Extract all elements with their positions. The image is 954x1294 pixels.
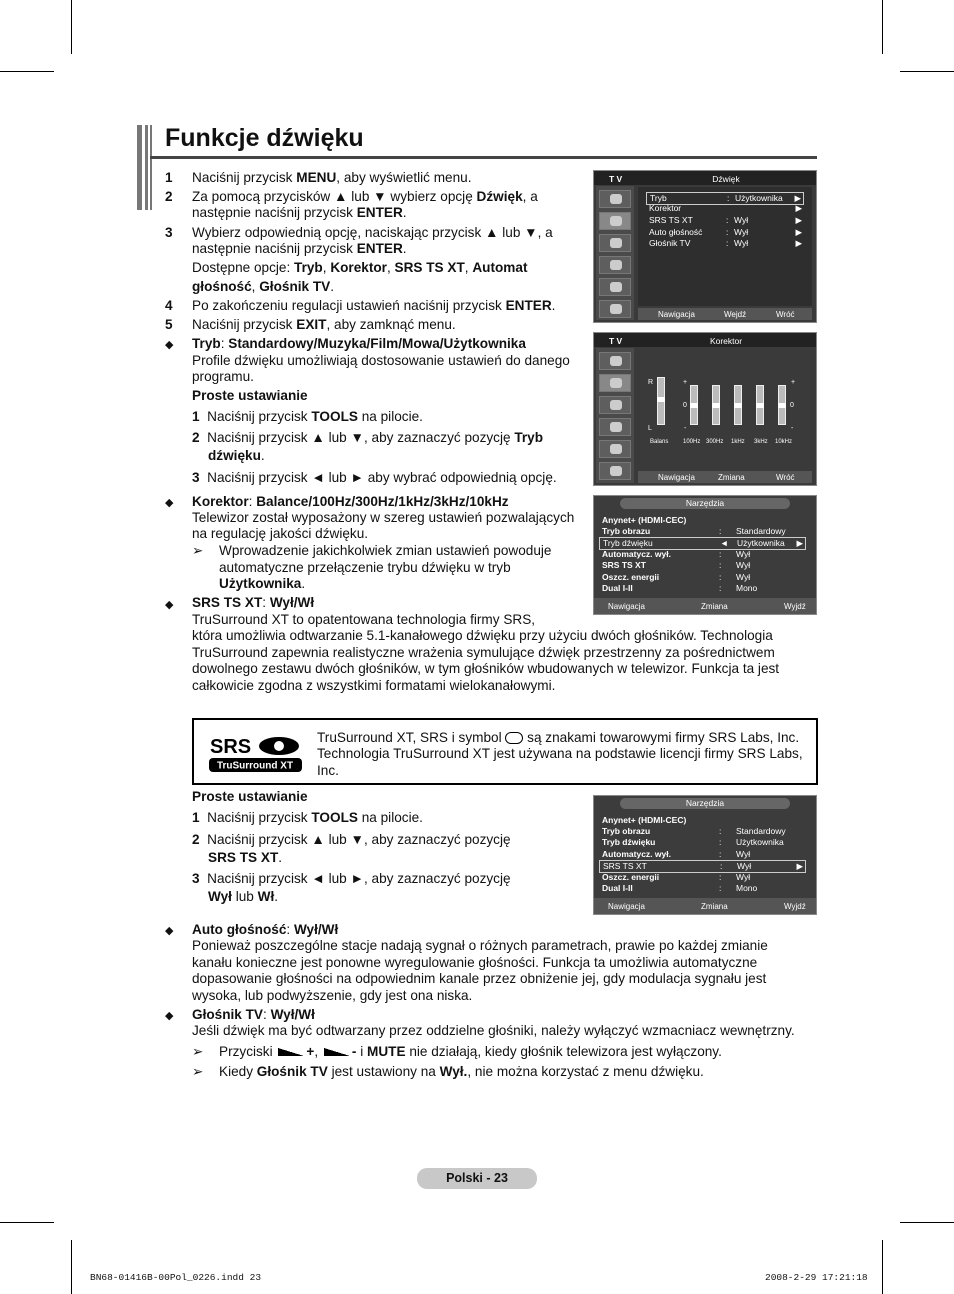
korektor-desc: na regulację jakości dźwięku. <box>192 526 369 541</box>
easy-setup-heading: Proste ustawianie <box>192 789 308 804</box>
eq-band-label: 100Hz <box>683 439 701 445</box>
eq-band-label: 10kHz <box>775 439 793 445</box>
digital-icon[interactable] <box>599 462 631 480</box>
tools-item[interactable]: Dual I-II : Mono <box>602 883 758 893</box>
step-number: 4 <box>165 298 173 313</box>
srs-desc: która umożliwia odtwarzanie 5.1-kanałowego dźwięku przy użyciu dwóch głośników. Technologia <box>192 628 773 643</box>
menu-sidebar <box>596 348 634 483</box>
step-4-text: Po zakończeniu regulacji ustawień naciśnij przycisk ENTER. <box>192 298 556 313</box>
eq-slider-3khz[interactable] <box>756 385 764 425</box>
tools-item[interactable]: Oszcz. energii : Wył <box>602 572 751 582</box>
eq-zero-label: 0 <box>683 402 687 409</box>
tools-item[interactable]: Automatycz. wył. : Wył <box>602 549 751 559</box>
setup-icon[interactable] <box>599 256 631 274</box>
srs-step-2: 2 Naciśnij przycisk ▲ lub ▼, aby zaznaczyć pozycję <box>192 832 511 847</box>
page-title: Funkcje dźwięku <box>165 124 364 152</box>
eq-plus-label: + <box>791 379 796 386</box>
glosnik-note-2: Kiedy Głośnik TV jest ustawiony na Wył., nie można korzystać z menu dźwięku. <box>219 1064 704 1079</box>
menu-item[interactable]: SRS TS XT : Wył ▶ <box>649 215 802 225</box>
title-rule <box>150 156 817 159</box>
picture-icon[interactable] <box>599 352 631 370</box>
eq-slider-balance[interactable] <box>657 377 665 425</box>
menu-panel <box>638 187 812 306</box>
glosnik-desc: Jeśli dźwięk ma być odtwarzany przez oddzielne głośniki, należy wyłączyć wzmacniacz wewnętrzny. <box>192 1023 795 1038</box>
tryb-step-2: dźwięku. <box>208 448 265 463</box>
eq-r-label: R <box>648 379 654 386</box>
change-hint: Zmiana <box>701 602 728 611</box>
korektor-note: Użytkownika. <box>219 576 306 591</box>
step-number: 3 <box>165 225 173 240</box>
srs-step-2: SRS TS XT. <box>208 850 283 865</box>
menu-item[interactable]: Auto głośność : Wył ▶ <box>649 227 802 237</box>
exit-hint: Wyjdź <box>784 902 806 911</box>
eq-plus-label: + <box>683 379 688 386</box>
tryb-step-3: 3 Naciśnij przycisk ◄ lub ► aby wybrać odpowiednią opcję. <box>192 470 557 485</box>
diamond-bullet: ◆ <box>165 925 174 937</box>
tools-footer <box>594 598 816 614</box>
crop-mark <box>900 1222 954 1223</box>
tools-item[interactable]: SRS TS XT : Wył <box>602 560 751 570</box>
back-hint: Wróć <box>776 310 795 319</box>
eq-slider-1khz[interactable] <box>734 385 742 425</box>
crop-mark <box>71 0 72 54</box>
sound-menu-screen <box>593 170 817 323</box>
title-decoration <box>137 125 153 210</box>
crop-mark <box>71 1240 72 1294</box>
menu-title: Korektor <box>709 336 743 346</box>
diamond-bullet: ◆ <box>165 599 174 611</box>
eq-slider-100hz[interactable] <box>690 385 698 425</box>
sound-icon[interactable] <box>599 374 631 392</box>
picture-icon[interactable] <box>599 190 631 208</box>
menu-footer <box>638 471 812 483</box>
srs-symbol-icon <box>505 732 523 744</box>
srs-heading: SRS TS XT: Wył/Wł <box>192 595 315 610</box>
tryb-heading: Tryb: Standardowy/Muzyka/Film/Mowa/Użytkownika <box>192 336 526 351</box>
tools-item[interactable]: SRS TS XT : Wył ▶ <box>599 860 806 873</box>
menu-item[interactable]: Korektor ▶ <box>649 203 802 213</box>
step-3-options: Dostępne opcje: Tryb, Korektor, SRS TS XT, Automat <box>192 260 528 275</box>
sound-icon[interactable] <box>599 212 631 230</box>
equalizer-panel <box>638 349 812 469</box>
tools-title: Narzędzia <box>620 498 790 509</box>
crop-mark <box>0 71 54 72</box>
nav-hint: Nawigacja <box>658 473 695 482</box>
step-number: 2 <box>165 189 173 204</box>
korektor-desc: Telewizor został wyposażony w szereg ustawień pozwalających <box>192 510 575 525</box>
auto-desc: wysoka, lub podwyższenie, gdy jest ona niska. <box>192 988 473 1003</box>
tools-footer <box>594 898 816 914</box>
tryb-desc: Profile dźwięku umożliwiają dostosowanie ustawień do danego <box>192 353 570 368</box>
auto-desc: dopasowanie głośności na odpowiednim kanale przez obniżenie jej, gdy modulacja sygnału jest <box>192 971 767 986</box>
srs-trademark-box <box>192 718 818 785</box>
print-slug: BN68-01416B-00Pol_0226.indd 23 <box>90 1272 262 1283</box>
eq-zero-label: 0 <box>790 402 794 409</box>
crop-mark <box>882 1240 883 1294</box>
menu-item[interactable]: Tryb : Użytkownika ▶ <box>646 192 804 205</box>
srs-desc: całkowicie zgodna z wszystkimi formatami wielokanałowymi. <box>192 678 556 693</box>
srs-trusurround-logo <box>209 733 305 773</box>
nav-hint: Nawigacja <box>608 602 645 611</box>
easy-setup-heading: Proste ustawianie <box>192 388 308 403</box>
step-3-options: głośność, Głośnik TV. <box>192 279 335 294</box>
srs-desc: dowolnego zestawu dwóch głośników, w tym głośników wbudowanych w telewizor. Funkcja ta jest <box>192 661 780 676</box>
menu-title: Dźwięk <box>712 174 740 184</box>
tryb-step-1: 1 Naciśnij przycisk TOOLS na pilocie. <box>192 409 423 424</box>
tools-item[interactable]: Anynet+ (HDMI-CEC) <box>602 815 687 825</box>
korektor-note: automatyczne przełączenie trybu dźwięku w tryb <box>219 560 511 575</box>
diamond-bullet: ◆ <box>165 497 174 509</box>
eq-slider-300hz[interactable] <box>712 385 720 425</box>
srs-step-3: Wył lub Wł. <box>208 889 279 904</box>
nav-hint: Nawigacja <box>608 902 645 911</box>
back-hint: Wróć <box>776 473 795 482</box>
glosnik-heading: Głośnik TV: Wył/Wł <box>192 1007 315 1022</box>
srs-trademark-text: TruSurround XT, SRS i symbol są znakami towarowymi firmy SRS Labs, Inc. <box>317 730 800 745</box>
korektor-heading: Korektor: Balance/100Hz/300Hz/1kHz/3kHz/10kHz <box>192 494 509 509</box>
equalizer-screen <box>593 332 817 486</box>
setup-icon[interactable] <box>599 418 631 436</box>
tools-title: Narzędzia <box>620 798 790 809</box>
exit-hint: Wyjdź <box>784 602 806 611</box>
tools-item[interactable]: Tryb dźwięku : Użytkownika <box>602 837 784 847</box>
channel-icon[interactable] <box>599 396 631 414</box>
change-hint: Zmiana <box>701 902 728 911</box>
svg-text:TruSurround XT: TruSurround XT <box>216 760 294 772</box>
diamond-bullet: ◆ <box>165 1010 174 1022</box>
crop-mark <box>900 71 954 72</box>
note-arrow-icon: ➢ <box>192 1064 204 1079</box>
srs-desc: TruSurround zapewnia realistyczne wrażenia symulujące dźwięk przestrzenny za pośrednictwem <box>192 645 775 660</box>
eq-minus-label: - <box>684 425 687 432</box>
tools-menu-srs <box>593 795 817 915</box>
tools-item[interactable]: Anynet+ (HDMI-CEC) <box>602 515 687 525</box>
srs-trademark-text: Inc. <box>317 763 339 778</box>
change-hint: Zmiana <box>718 473 745 482</box>
menu-item[interactable]: Głośnik TV : Wył ▶ <box>649 238 802 248</box>
note-arrow-icon: ➢ <box>192 543 204 558</box>
korektor-note: Wprowadzenie jakichkolwiek zmian ustawień powoduje <box>219 543 552 558</box>
tools-item[interactable]: Tryb obrazu : Standardowy <box>602 826 786 836</box>
eq-slider-10khz[interactable] <box>778 385 786 425</box>
input-icon[interactable] <box>599 440 631 458</box>
nav-hint: Nawigacja <box>658 310 695 319</box>
srs-trademark-text: Technologia TruSurround XT jest używana na podstawie licencji firmy SRS Labs, <box>317 746 803 761</box>
tools-item[interactable]: Tryb dźwięku ◄ Użytkownika ▶ <box>599 537 806 550</box>
tryb-step-2: 2 Naciśnij przycisk ▲ lub ▼, aby zaznaczyć pozycję Tryb <box>192 430 544 445</box>
volume-icon <box>324 1048 350 1056</box>
note-arrow-icon: ➢ <box>192 1044 204 1059</box>
channel-icon[interactable] <box>599 234 631 252</box>
tools-item[interactable]: Dual I-II : Mono <box>602 583 758 593</box>
auto-desc: kanału konieczne jest ponowne wyregulowanie głośności. Funkcja ta umożliwia automatyczne <box>192 955 758 970</box>
srs-step-3: 3 Naciśnij przycisk ◄ lub ►, aby zaznaczyć pozycję <box>192 871 511 886</box>
page-number: Polski - 23 <box>417 1168 537 1189</box>
tv-label: T V <box>609 336 623 346</box>
crop-mark <box>0 1222 54 1223</box>
eq-band-label: 1kHz <box>731 439 745 445</box>
eq-band-label: 300Hz <box>706 439 724 445</box>
menu-footer <box>638 308 812 320</box>
glosnik-note-1: Przyciski +, - i MUTE nie działają, kiedy głośnik telewizora jest wyłączony. <box>219 1044 722 1059</box>
step-2-text: następnie naciśnij przycisk ENTER. <box>192 205 407 220</box>
eq-l-label: L <box>648 425 652 432</box>
srs-step-1: 1 Naciśnij przycisk TOOLS na pilocie. <box>192 810 423 825</box>
auto-desc: Ponieważ poszczególne stacje nadają sygnał o różnych parametrach, prawie po każdej zmianie <box>192 938 768 953</box>
step-number: 5 <box>165 317 173 332</box>
step-1-text: Naciśnij przycisk MENU, aby wyświetlić menu. <box>192 170 472 185</box>
tools-menu-sound-mode <box>593 495 817 615</box>
step-5-text: Naciśnij przycisk EXIT, aby zamknąć menu. <box>192 317 456 332</box>
srs-desc: TruSurround XT to opatentowana technologia firmy SRS, <box>192 612 536 627</box>
auto-heading: Auto głośność: Wył/Wł <box>192 922 339 937</box>
volume-icon <box>278 1048 304 1056</box>
step-2-text: Za pomocą przycisków ▲ lub ▼ wybierz opcję Dźwięk, a <box>192 189 538 204</box>
svg-text:SRS: SRS <box>210 736 252 758</box>
step-number: 1 <box>165 170 173 185</box>
eq-band-label: Balans <box>650 439 669 445</box>
diamond-bullet: ◆ <box>165 339 174 351</box>
tools-item[interactable]: Tryb obrazu : Standardowy <box>602 526 786 536</box>
eq-minus-label: - <box>791 425 794 432</box>
input-icon[interactable] <box>599 278 631 296</box>
tv-label: T V <box>609 174 623 184</box>
digital-icon[interactable] <box>599 300 631 318</box>
enter-hint: Wejdź <box>724 310 747 319</box>
crop-mark <box>882 0 883 54</box>
tryb-desc: programu. <box>192 369 254 384</box>
eq-band-label: 3kHz <box>754 439 768 445</box>
tools-item[interactable]: Automatycz. wył. : Wył <box>602 849 751 859</box>
menu-sidebar <box>596 186 634 320</box>
tools-item[interactable]: Oszcz. energii : Wył <box>602 872 751 882</box>
step-3-text: następnie naciśnij przycisk ENTER. <box>192 241 407 256</box>
step-3-text: Wybierz odpowiednią opcję, naciskając przycisk ▲ lub ▼, a <box>192 225 553 240</box>
print-timestamp: 2008-2-29 17:21:18 <box>765 1272 868 1283</box>
